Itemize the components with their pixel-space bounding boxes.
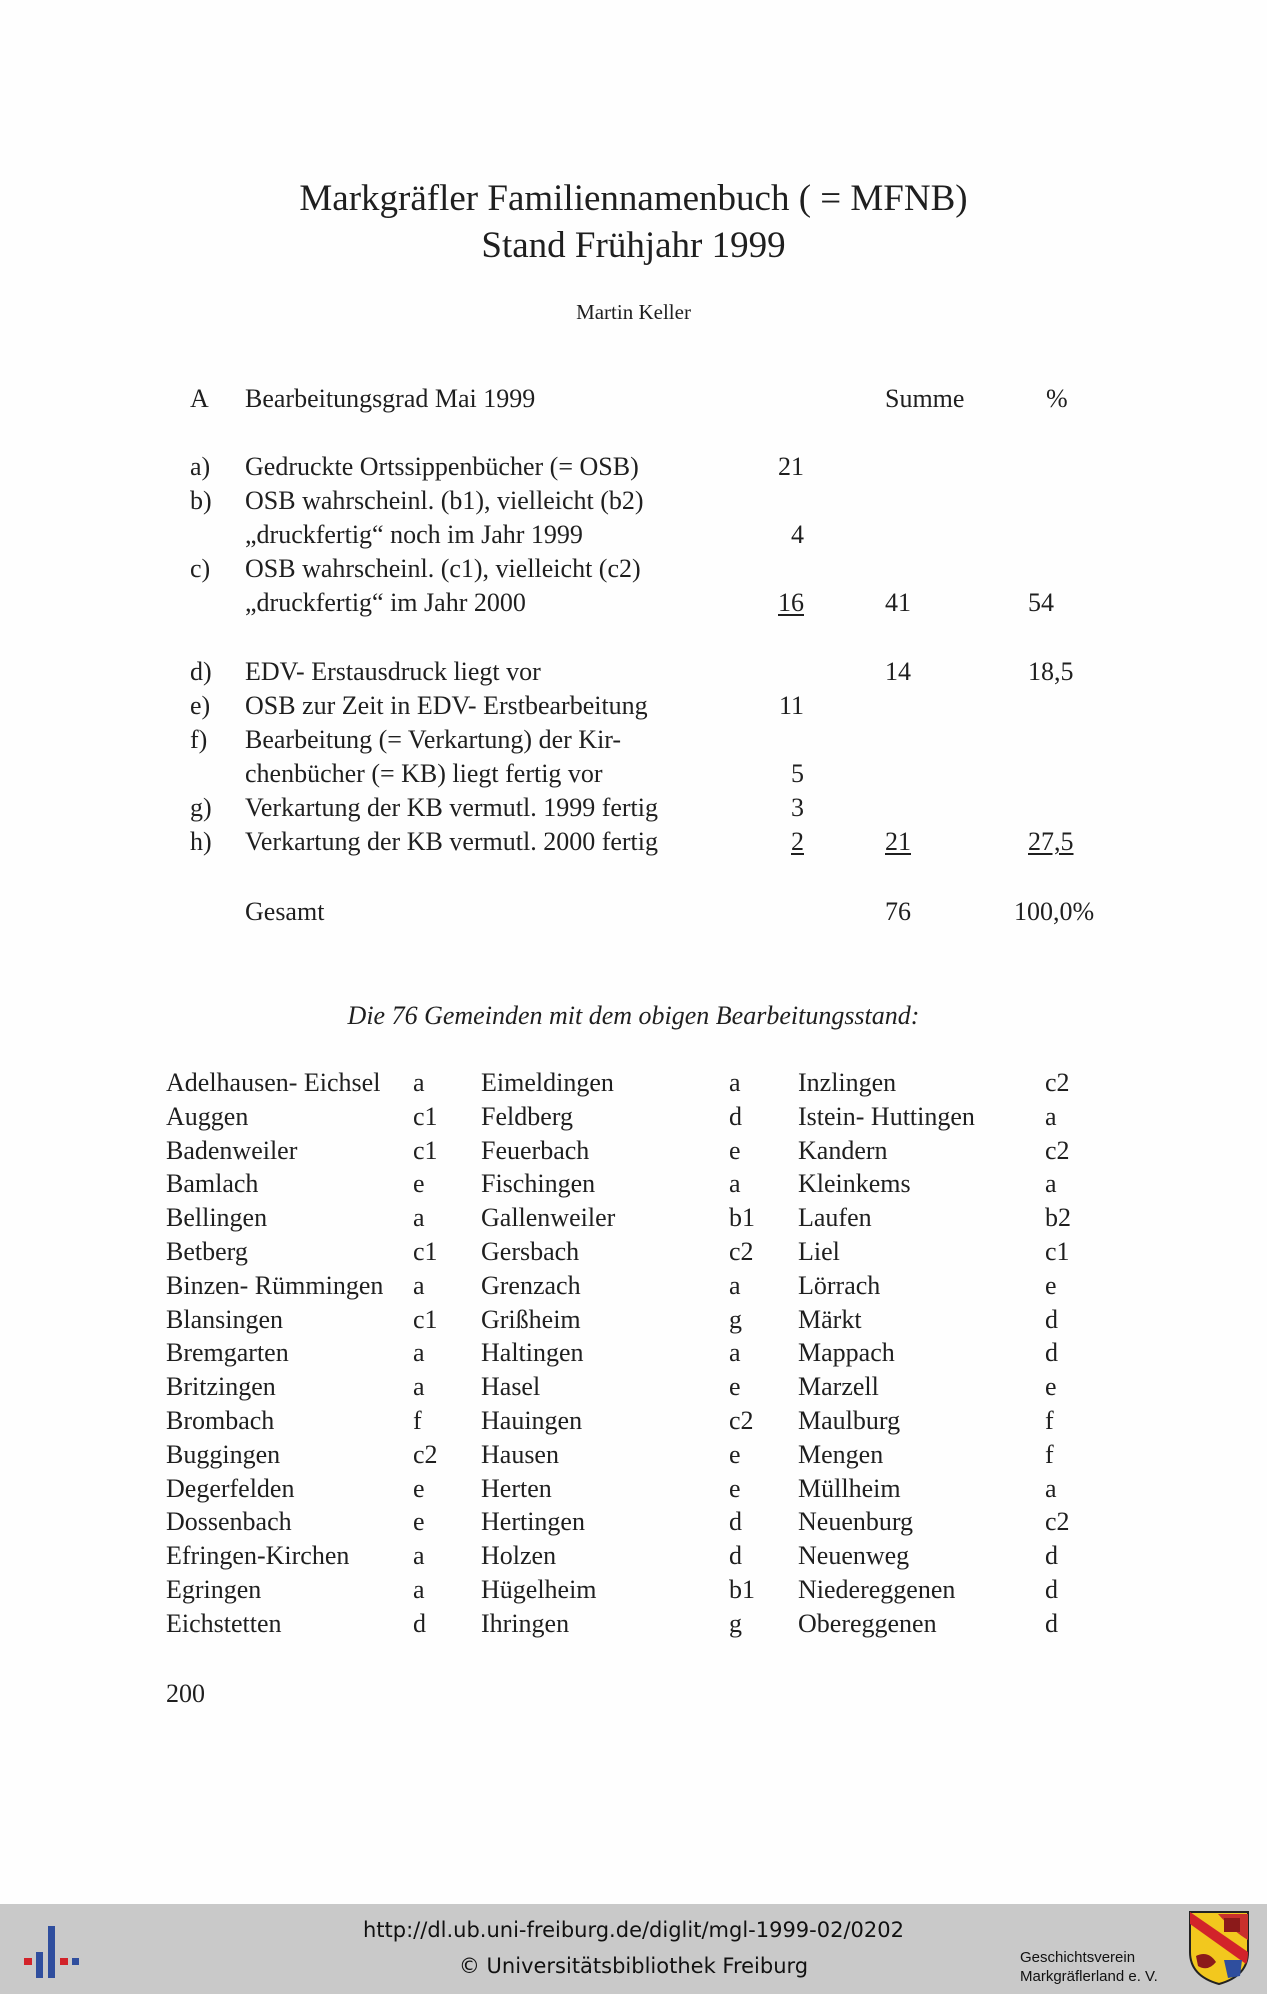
item-key: b) — [190, 486, 212, 515]
gemeinde-name: Blansingen — [166, 1305, 283, 1334]
gemeinde-status-code: c2 — [1045, 1136, 1070, 1165]
item-count: 16 — [778, 588, 804, 617]
author: Martin Keller — [576, 300, 691, 324]
gemeinde-status-code: a — [413, 1541, 425, 1570]
item-percent: 27,5 — [1028, 827, 1074, 856]
item-text: chenbücher (= KB) liegt fertig vor — [245, 759, 603, 788]
gemeinde-name: Kandern — [798, 1136, 888, 1165]
gemeinde-status-code: c1 — [413, 1136, 438, 1165]
gemeinde-status-code: f — [413, 1406, 422, 1435]
item-count: 4 — [791, 520, 804, 549]
gemeinde-status-code: e — [1045, 1271, 1057, 1300]
gemeinde-name: Feuerbach — [481, 1136, 590, 1165]
gemeinde-name: Feldberg — [481, 1102, 573, 1131]
gemeinde-name: Hauingen — [481, 1406, 583, 1435]
gemeinde-name: Müllheim — [798, 1474, 901, 1503]
gemeinde-name: Gersbach — [481, 1237, 580, 1266]
gemeinde-name: Betberg — [166, 1237, 248, 1266]
gemeinde-status-code: e — [413, 1474, 425, 1503]
gemeinde-name: Istein- Huttingen — [798, 1102, 975, 1131]
gemeinde-name: Maulburg — [798, 1406, 901, 1435]
gemeinde-name: Eichstetten — [166, 1609, 282, 1638]
gemeinde-name: Neuenweg — [798, 1541, 910, 1570]
gemeinde-status-code: d — [1045, 1575, 1058, 1604]
section-heading: Bearbeitungsgrad Mai 1999 — [245, 384, 536, 413]
gemeinde-status-code: a — [413, 1372, 425, 1401]
gemeinde-name: Egringen — [166, 1575, 262, 1604]
gemeinde-status-code: a — [1045, 1102, 1057, 1131]
gemeinde-name: Britzingen — [166, 1372, 276, 1401]
gemeinde-status-code: d — [1045, 1541, 1058, 1570]
item-text: OSB wahrscheinl. (c1), vielleicht (c2) — [245, 554, 641, 583]
gemeinde-name: Liel — [798, 1237, 840, 1266]
item-count: 2 — [791, 827, 804, 856]
gemeinde-name: Inzlingen — [798, 1068, 897, 1097]
gemeinde-status-code: f — [1045, 1406, 1054, 1435]
gemeinde-name: Gallenweiler — [481, 1203, 616, 1232]
gemeinde-status-code: a — [413, 1068, 425, 1097]
gemeinde-status-code: c2 — [1045, 1507, 1070, 1536]
item-count: 21 — [778, 452, 804, 481]
gemeinde-status-code: a — [729, 1338, 741, 1367]
gemeinde-name: Neuenburg — [798, 1507, 914, 1536]
gemeinde-status-code: b1 — [729, 1575, 755, 1604]
gemeinde-name: Auggen — [166, 1102, 249, 1131]
gemeinde-status-code: e — [729, 1474, 741, 1503]
gemeinde-status-code: e — [413, 1169, 425, 1198]
item-count: 5 — [791, 759, 804, 788]
gemeinde-name: Badenweiler — [166, 1136, 298, 1165]
gemeinde-name: Hasel — [481, 1372, 541, 1401]
footer-bar — [0, 1904, 1267, 1994]
summe-header: Summe — [885, 384, 965, 413]
gemeinde-name: Holzen — [481, 1541, 557, 1570]
item-key: g) — [190, 793, 212, 822]
document-title: Markgräfler Familiennamenbuch ( = MFNB) — [299, 178, 968, 219]
item-text: „druckfertig“ im Jahr 2000 — [245, 588, 526, 617]
percent-header: % — [1046, 384, 1068, 413]
gemeinde-status-code: d — [1045, 1609, 1058, 1638]
total-percent: 100,0% — [1014, 897, 1095, 926]
gemeinde-status-code: c2 — [729, 1406, 754, 1435]
gemeinde-status-code: a — [729, 1068, 741, 1097]
item-sum: 41 — [885, 588, 911, 617]
gemeinde-name: Eimeldingen — [481, 1068, 614, 1097]
item-percent: 18,5 — [1028, 657, 1074, 686]
gemeinde-status-code: e — [1045, 1372, 1057, 1401]
total-label: Gesamt — [245, 897, 325, 926]
gemeinde-status-code: g — [729, 1609, 742, 1638]
gemeinde-status-code: c2 — [729, 1237, 754, 1266]
item-text: EDV- Erstausdruck liegt vor — [245, 657, 541, 686]
gemeinde-name: Laufen — [798, 1203, 872, 1232]
coat-of-arms-icon — [1188, 1910, 1250, 1986]
gemeinde-status-code: d — [729, 1507, 742, 1536]
gemeinde-name: Märkt — [798, 1305, 862, 1334]
gemeinde-name: Grenzach — [481, 1271, 581, 1300]
gemeinde-status-code: f — [1045, 1440, 1054, 1469]
gemeinde-status-code: d — [413, 1609, 426, 1638]
gemeinde-name: Hügelheim — [481, 1575, 597, 1604]
item-key: e) — [190, 691, 211, 720]
gemeinde-name: Mengen — [798, 1440, 884, 1469]
gemeinde-status-code: c1 — [413, 1237, 438, 1266]
gemeinde-status-code: d — [729, 1102, 742, 1131]
item-percent: 54 — [1028, 588, 1054, 617]
gemeinde-name: Ihringen — [481, 1609, 570, 1638]
gemeinde-status-code: e — [729, 1440, 741, 1469]
item-key: c) — [190, 554, 211, 583]
gemeinde-name: Grißheim — [481, 1305, 581, 1334]
gemeinde-name: Binzen- Rümmingen — [166, 1271, 384, 1300]
item-text: Bearbeitung (= Verkartung) der Kir- — [245, 725, 622, 754]
item-text: OSB wahrscheinl. (b1), vielleicht (b2) — [245, 486, 644, 515]
gemeinde-status-code: e — [729, 1372, 741, 1401]
gemeinde-name: Bremgarten — [166, 1338, 289, 1367]
item-count: 3 — [791, 793, 804, 822]
gemeinde-name: Adelhausen- Eichsel — [166, 1068, 381, 1097]
item-text: „druckfertig“ noch im Jahr 1999 — [245, 520, 583, 549]
gemeinde-status-code: a — [413, 1338, 425, 1367]
gemeinde-name: Herten — [481, 1474, 552, 1503]
gemeinde-name: Lörrach — [798, 1271, 881, 1300]
gemeinde-name: Fischingen — [481, 1169, 596, 1198]
society-name — [1020, 1948, 1158, 1986]
item-sum: 21 — [885, 827, 911, 856]
gemeinde-name: Efringen-Kirchen — [166, 1541, 350, 1570]
page-number: 200 — [166, 1679, 205, 1708]
footer-copyright: © Universitätsbibliothek Freiburg — [458, 1954, 809, 1978]
gemeinde-status-code: c1 — [1045, 1237, 1070, 1266]
gemeinde-status-code: e — [729, 1136, 741, 1165]
gemeinde-status-code: c1 — [413, 1102, 438, 1131]
gemeinde-name: Hertingen — [481, 1507, 585, 1536]
gemeinde-status-code: b1 — [729, 1203, 755, 1232]
gemeinde-status-code: c2 — [413, 1440, 438, 1469]
gemeinde-status-code: d — [729, 1541, 742, 1570]
gemeinde-name: Mappach — [798, 1338, 895, 1367]
gemeinde-status-code: a — [729, 1169, 741, 1198]
gemeinde-name: Buggingen — [166, 1440, 281, 1469]
item-key: f) — [190, 725, 208, 754]
gemeinde-status-code: e — [413, 1507, 425, 1536]
gemeinde-status-code: a — [1045, 1169, 1057, 1198]
gemeinde-name: Bellingen — [166, 1203, 268, 1232]
gemeinde-status-code: d — [1045, 1338, 1058, 1367]
gemeinde-name: Kleinkems — [798, 1169, 911, 1198]
item-key: a) — [190, 452, 211, 481]
footer-url-link[interactable]: http://dl.ub.uni-freiburg.de/diglit/mgl-1999-02/0202 — [362, 1918, 904, 1942]
item-sum: 14 — [885, 657, 911, 686]
gemeinde-status-code: a — [413, 1271, 425, 1300]
gemeinde-status-code: a — [413, 1575, 425, 1604]
item-text: Verkartung der KB vermutl. 1999 fertig — [245, 793, 659, 822]
item-text: Gedruckte Ortssippenbücher (= OSB) — [245, 452, 639, 481]
gemeinde-name: Dossenbach — [166, 1507, 292, 1536]
item-count: 11 — [778, 691, 804, 720]
gemeinde-status-code: a — [1045, 1474, 1057, 1503]
society-name-line1: Geschichtsverein — [1020, 1949, 1136, 1966]
item-text: Verkartung der KB vermutl. 2000 fertig — [245, 827, 659, 856]
gemeinde-name: Brombach — [166, 1406, 275, 1435]
gemeinde-status-code: c2 — [1045, 1068, 1070, 1097]
gemeinde-status-code: b2 — [1045, 1203, 1071, 1232]
item-text: OSB zur Zeit in EDV- Erstbearbeitung — [245, 691, 648, 720]
document-subtitle-date: Stand Frühjahr 1999 — [481, 225, 786, 266]
total-sum: 76 — [885, 897, 911, 926]
society-name-line2: Markgräflerland e. V. — [1020, 1968, 1158, 1985]
gemeinde-status-code: c1 — [413, 1305, 438, 1334]
gemeinde-name: Niedereggenen — [798, 1575, 956, 1604]
gemeinde-name: Obereggenen — [798, 1609, 937, 1638]
gemeinde-name: Hausen — [481, 1440, 559, 1469]
gemeinde-name: Marzell — [798, 1372, 879, 1401]
item-key: d) — [190, 657, 212, 686]
gemeinde-name: Bamlach — [166, 1169, 259, 1198]
item-key: h) — [190, 827, 212, 856]
gemeinde-status-code: g — [729, 1305, 742, 1334]
gemeinde-name: Degerfelden — [166, 1474, 295, 1503]
gemeinde-name: Haltingen — [481, 1338, 584, 1367]
gemeinde-status-code: a — [729, 1271, 741, 1300]
gemeinde-status-code: a — [413, 1203, 425, 1232]
gemeinde-status-code: d — [1045, 1305, 1058, 1334]
gemeinden-heading: Die 76 Gemeinden mit dem obigen Bearbeitungsstand: — [347, 1001, 920, 1030]
section-letter: A — [190, 384, 209, 413]
